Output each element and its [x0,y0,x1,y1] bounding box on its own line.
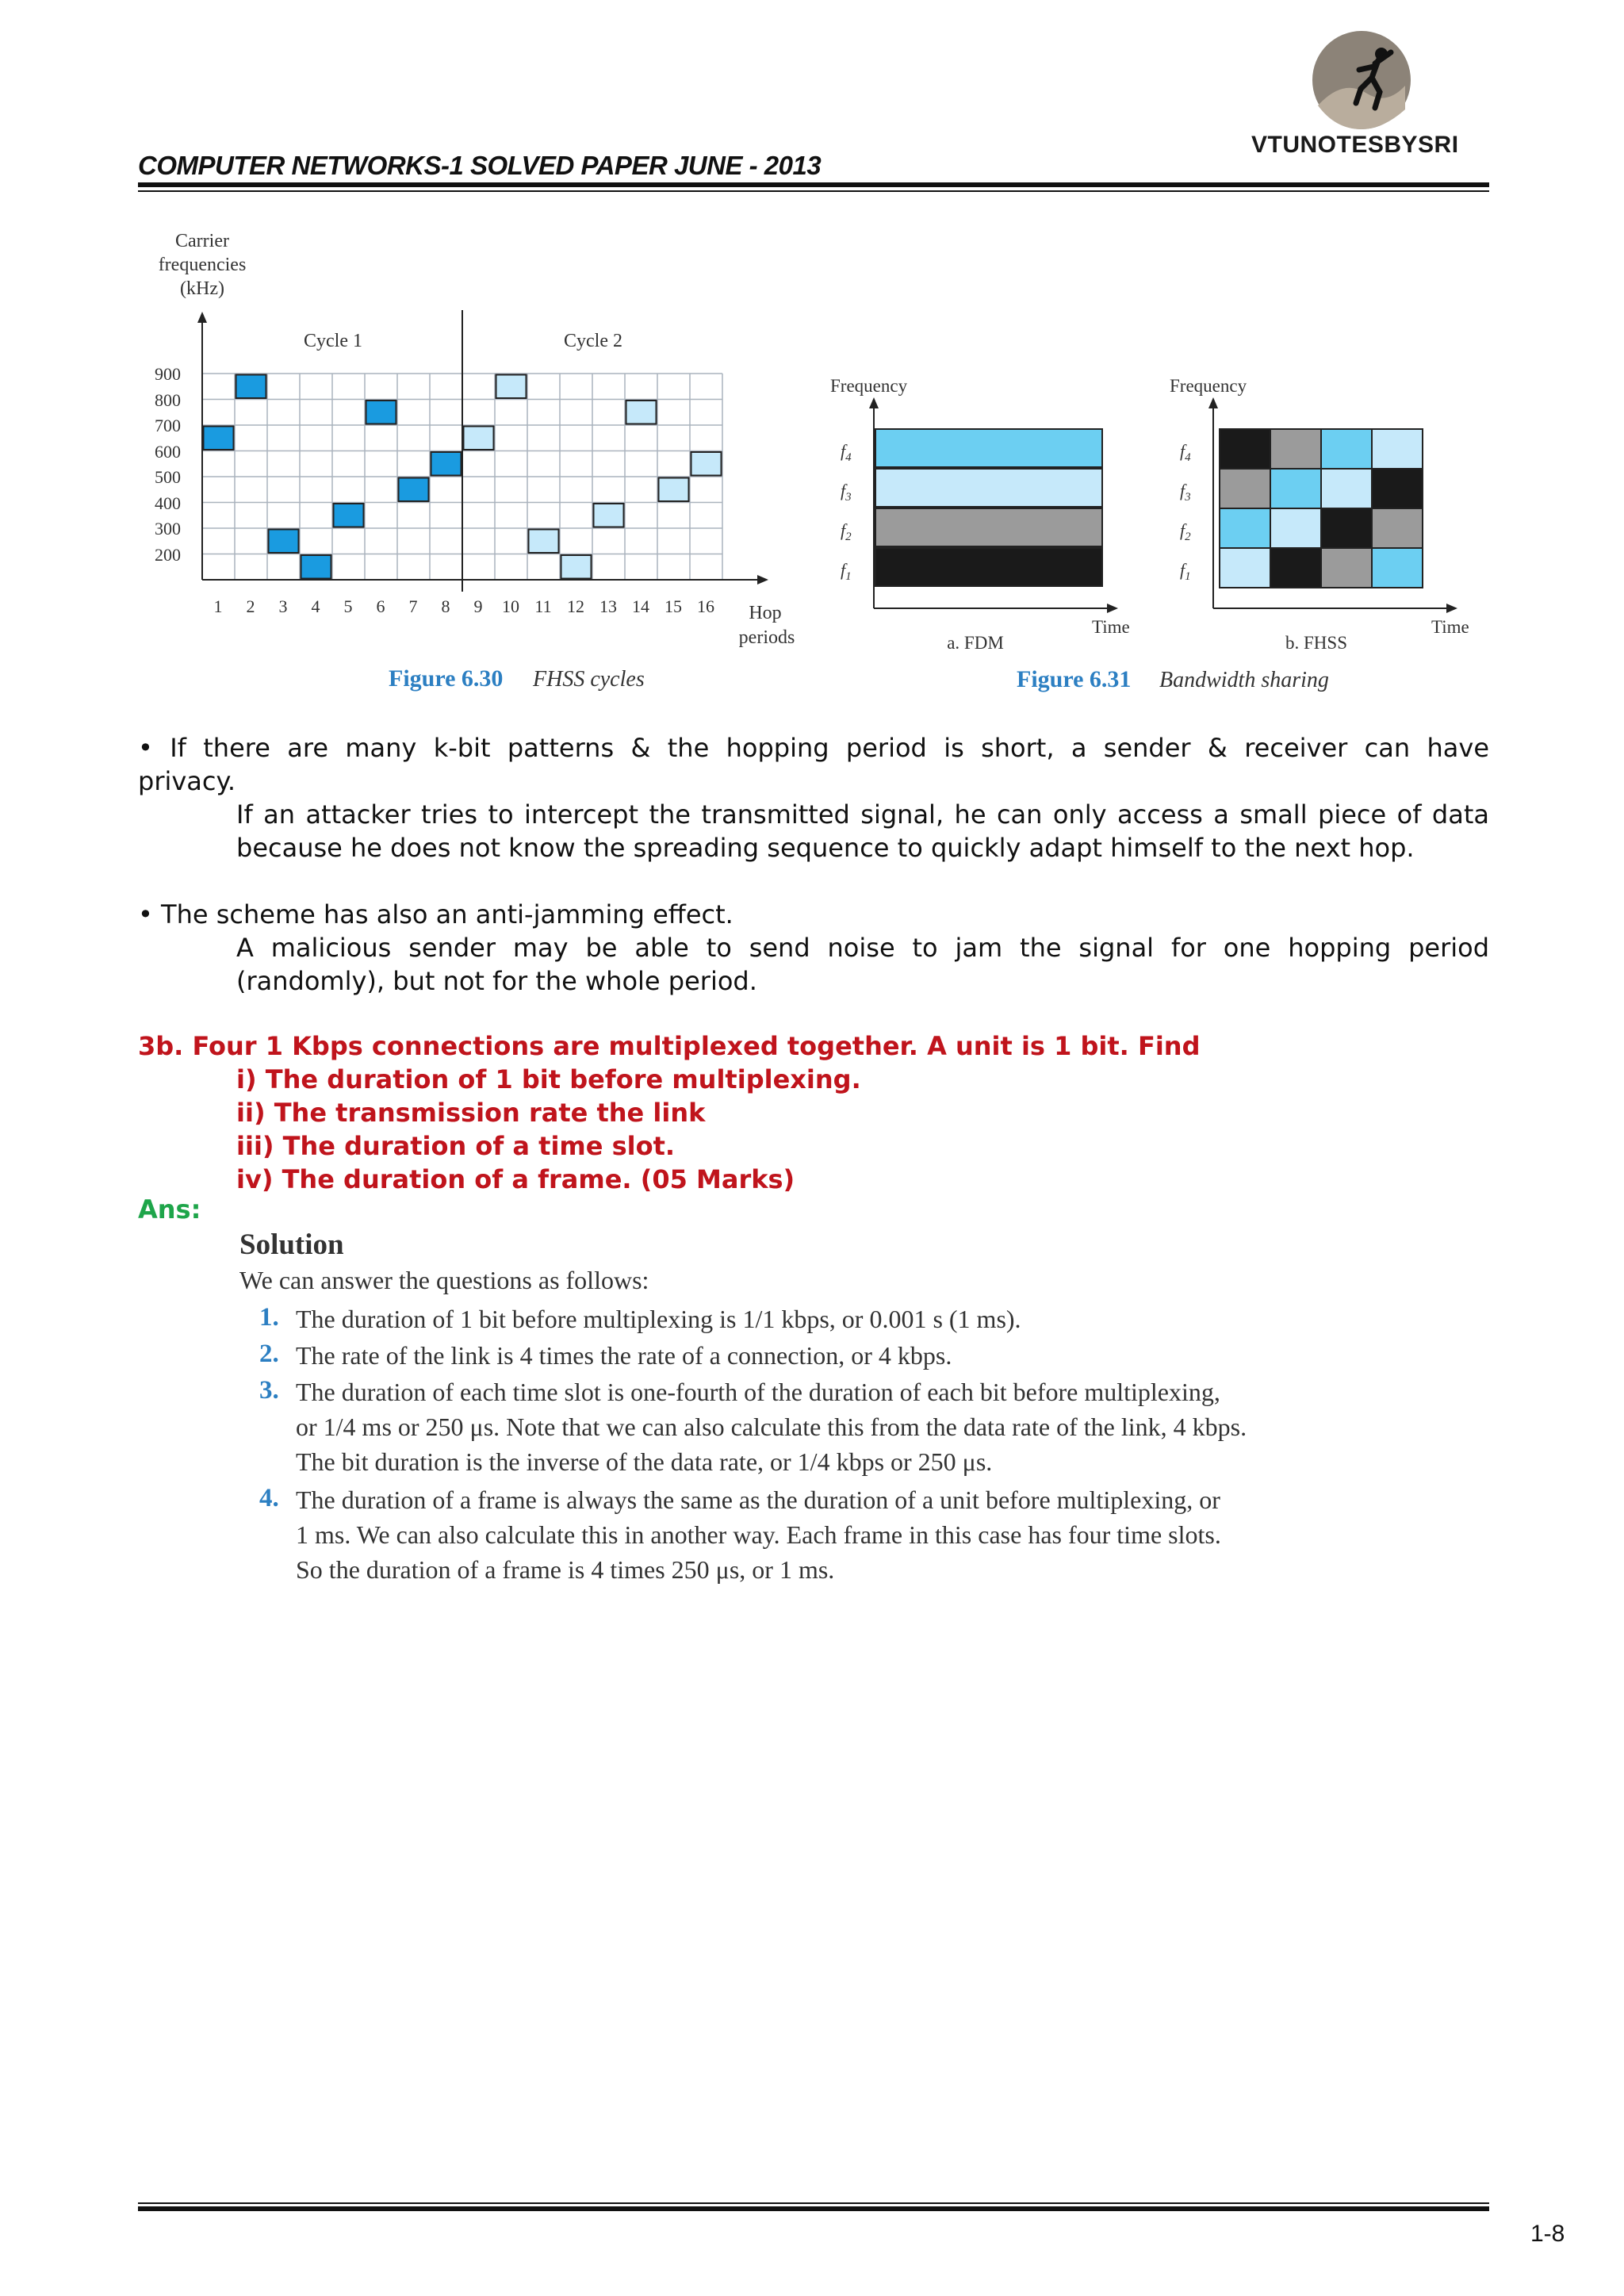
x-tick-4: 4 [311,596,320,616]
fdm-frequency-label: Frequency [830,376,908,396]
paragraph-anti-jamming: • The scheme has also an anti-jamming effect. [138,899,733,930]
hop-mark-9 [464,427,494,450]
fhss-f3: $f_3$ [1180,481,1191,504]
solution-item-4-line-2: 1 ms. We can also calculate this in another way. Each frame in this case has four time slots. [296,1520,1221,1549]
x-tick-14: 14 [632,596,649,616]
fhss-cell-f3-2 [1270,469,1321,508]
hop-mark-6 [366,401,396,424]
brand-logo [1312,30,1411,130]
footer-rule-thin [138,2202,1489,2204]
y-tick-600: 600 [155,442,181,462]
fhss-f-labels [1180,441,1191,583]
ylabel-line-3: (kHz) [180,278,224,299]
x-axis-arrow [757,575,768,585]
x-tick-12: 12 [567,596,584,616]
fhss-cell-f3-1 [1220,469,1270,508]
ylabel-line-2: frequencies [158,255,247,275]
fhss-cell-f2-3 [1321,508,1372,548]
solution-item-4-number: 4. [259,1484,279,1512]
climber-logo-icon [1312,30,1411,130]
x-tick-10: 10 [502,596,519,616]
page-number: 1-8 [1530,2221,1565,2247]
y-tick-200: 200 [155,545,181,565]
cycle-2-label: Cycle 2 [564,331,622,351]
figure-6-31-bandwidth-sharing [817,361,1491,702]
y-tick-500: 500 [155,467,181,487]
fdm-time-label: Time [1092,617,1130,637]
fhss-cell-f3-4 [1372,469,1423,508]
question-line-5: iv) The duration of a frame. (05 Marks) [236,1164,795,1194]
fhss-cell-f4-4 [1372,429,1423,469]
document-title: COMPUTER NETWORKS-1 SOLVED PAPER JUNE - 2013 [138,151,822,180]
x-tick-8: 8 [441,596,450,616]
x-tick-11: 11 [534,596,552,616]
fhss-frequency-label: Frequency [1170,376,1247,396]
solution-item-1-number: 1. [259,1303,279,1332]
y-tick-300: 300 [155,519,181,539]
paragraph-attacker: If an attacker tries to intercept the transmitted signal, he can only access a small piece of data because he does not know the spreading sequence to quickly adapt himself to the next hop. [236,799,1489,863]
x-tick-15: 15 [665,596,682,616]
header-rule-thick [138,182,1489,187]
fhss-cells [1220,429,1423,588]
hop-mark-15 [659,478,689,502]
y-tick-labels [155,364,181,565]
fdm-bands [875,429,1102,586]
question-line-3: ii) The transmission rate the link [236,1098,706,1128]
x-tick-9: 9 [473,596,483,616]
fhss-cell-f1-1 [1220,548,1270,588]
hop-mark-3 [269,530,299,554]
fdm-f1: $f_1$ [841,560,852,583]
x-tick-16: 16 [697,596,714,616]
brand-name: VTUNOTESBYSRI [1251,132,1459,158]
hop-mark-10 [496,375,527,399]
question-line-2: i) The duration of 1 bit before multiplexing. [236,1064,861,1094]
fdm-band-f3 [875,469,1102,507]
fhss-cell-f1-2 [1270,548,1321,588]
ylabel-line-1: Carrier [175,231,229,251]
solution-item-1-line-1: The duration of 1 bit before multiplexing is 1/1 kbps, or 0.001 s (1 ms). [296,1305,1021,1333]
solution-item-2-number: 2. [259,1340,279,1368]
fdm-band-f1 [875,548,1102,586]
figure-6-31-caption-label: Figure 6.31 [1017,666,1132,692]
question-line-1: 3b. Four 1 Kbps connections are multiplexed together. A unit is 1 bit. Find [138,1031,1201,1061]
hop-mark-13 [594,504,624,527]
fhss-cell-f1-4 [1372,548,1423,588]
hop-mark-2 [236,375,266,399]
solution-item-3-number: 3. [259,1376,279,1405]
solution-item-4-line-1: The duration of a frame is always the same as the duration of a unit before multiplexing, or [296,1485,1220,1514]
fdm-f4: $f_4$ [841,441,852,464]
figure-6-30-caption-text: FHSS cycles [533,667,645,692]
hop-mark-12 [561,555,592,579]
fhss-cell-f4-3 [1321,429,1372,469]
fhss-cell-f4-1 [1220,429,1270,469]
hop-mark-11 [529,530,559,554]
x-tick-5: 5 [343,596,353,616]
fhss-cell-f2-2 [1270,508,1321,548]
x-tick-3: 3 [278,596,288,616]
fhss-subcaption: b. FHSS [1285,633,1347,653]
y-tick-400: 400 [155,493,181,513]
figure-6-30-caption-label: Figure 6.30 [389,665,504,692]
header-rule-thin [138,190,1489,192]
fhss-f4: $f_4$ [1180,441,1191,464]
figure-6-31-caption-text: Bandwidth sharing [1159,668,1329,692]
y-tick-900: 900 [155,364,181,384]
x-tick-2: 2 [246,596,255,616]
fhss-cell-f4-2 [1270,429,1321,469]
solution-item-2-line-1: The rate of the link is 4 times the rate of a connection, or 4 kbps. [296,1341,952,1370]
fdm-band-f4 [875,429,1102,467]
xlabel-line-2: periods [738,627,795,648]
answer-label: Ans: [138,1194,201,1225]
x-tick-6: 6 [376,596,385,616]
paragraph-privacy-first: • If there are many k-bit patterns & the hopping period is short, a sender & receiver can have [138,733,1489,763]
hop-mark-5 [334,504,364,527]
hop-mark-8 [431,452,462,476]
fdm-f2: $f_2$ [841,520,852,543]
cycle-1-label: Cycle 1 [304,331,362,351]
x-tick-1: 1 [213,596,223,616]
fhss-cell-f3-3 [1321,469,1372,508]
hop-mark-4 [301,555,331,579]
x-tick-7: 7 [408,596,418,616]
paragraph-malicious: A malicious sender may be able to send noise to jam the signal for one hopping period (randomly), but not for the whole period. [236,933,1489,996]
fdm-subcaption: a. FDM [947,633,1004,653]
xlabel-line-1: Hop [749,603,782,623]
fhss-time-label: Time [1431,617,1469,637]
fhss-cell-f2-4 [1372,508,1423,548]
y-axis-arrow [197,312,207,323]
fhss-cell-f1-3 [1321,548,1372,588]
solution-title: Solution [239,1228,344,1261]
hop-mark-14 [626,401,657,424]
solution-item-3-line-2: or 1/4 ms or 250 μs. Note that we can also calculate this from the data rate of the link, 4 kbps. [296,1412,1247,1441]
fhss-f1: $f_1$ [1180,560,1191,583]
x-tick-13: 13 [599,596,617,616]
question-line-4: iii) The duration of a time slot. [236,1131,676,1161]
paragraph-privacy-last: privacy. [138,766,236,796]
hop-mark-16 [691,452,722,476]
x-tick-labels [214,596,715,616]
y-tick-800: 800 [155,390,181,410]
fdm-band-f2 [875,508,1102,546]
solution-item-3-line-3: The bit duration is the inverse of the data rate, or 1/4 kbps or 250 μs. [296,1447,993,1476]
fdm-f3: $f_3$ [841,481,852,504]
fhss-f2: $f_2$ [1180,520,1191,543]
y-tick-700: 700 [155,416,181,435]
fdm-f-labels [841,441,852,583]
footer-rule-thick [138,2206,1489,2211]
hop-mark-1 [204,427,234,450]
hop-mark-7 [399,478,429,502]
solution-item-4-line-3: So the duration of a frame is 4 times 250 μs, or 1 ms. [296,1555,835,1584]
figure-6-30-fhss-cycles [143,226,809,702]
solution-item-3-line-1: The duration of each time slot is one-fourth of the duration of each bit before multiplexing, [296,1378,1220,1406]
fhss-cell-f2-1 [1220,508,1270,548]
solution-intro: We can answer the questions as follows: [239,1266,649,1294]
